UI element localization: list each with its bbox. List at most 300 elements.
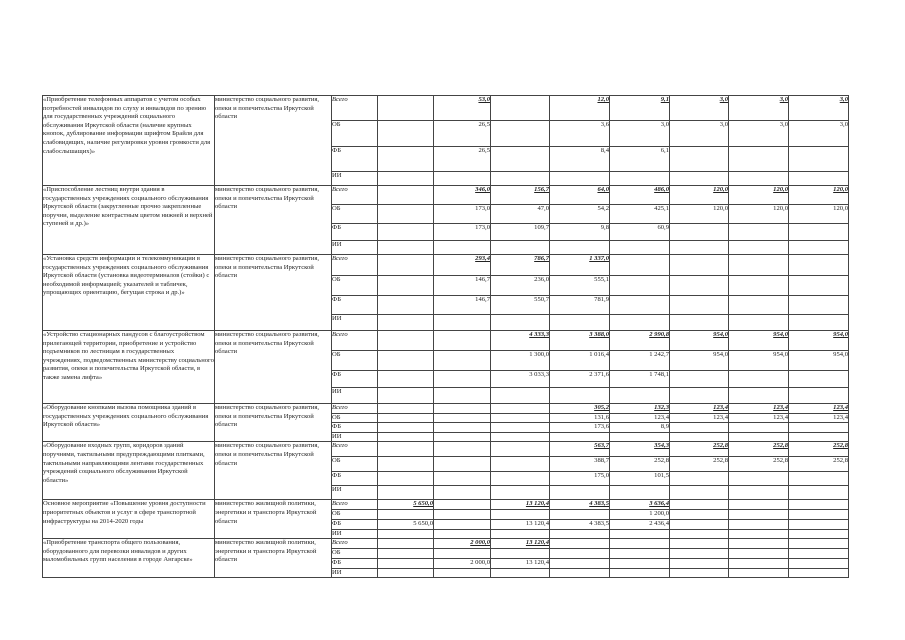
funding-source-cell: Всего (332, 539, 378, 549)
funding-source-cell: ИИ (332, 388, 378, 404)
amount-cell (729, 423, 789, 433)
amount-cell (670, 371, 729, 388)
amount-cell: 252,8 (729, 457, 789, 472)
funding-source-cell: ОБ (332, 276, 378, 296)
amount-cell (729, 519, 789, 529)
amount-cell: 60,9 (610, 224, 670, 241)
executor-cell: министерство социального развития, опеки и попечительства Иркутской области (215, 331, 332, 404)
amount-cell: 13 120,4 (491, 539, 550, 549)
amount-cell (729, 472, 789, 486)
executor-cell: министерство жилищной политики, энергетики и транспорта Иркутской области (215, 539, 332, 578)
amount-cell (378, 147, 434, 172)
table-row (43, 255, 849, 276)
amount-cell (434, 442, 491, 457)
amount-cell: 8,4 (550, 147, 610, 172)
amount-cell: 954,0 (729, 331, 789, 351)
amount-cell: 156,7 (491, 186, 550, 205)
executor-cell: министерство социального развития, опеки и попечительства Иркутской области (215, 255, 332, 331)
amount-cell: 109,7 (491, 224, 550, 241)
amount-cell (670, 559, 729, 569)
amount-cell: 3,0 (789, 121, 849, 147)
event-name-cell: Основное мероприятие «Повышение уровня доступности приоритетных объектов и услуг в сфере транспортной инфраструктуры на 2014-2020 годы (43, 500, 215, 539)
amount-cell: 954,0 (670, 331, 729, 351)
funding-source-cell: ОБ (332, 510, 378, 520)
amount-cell (670, 255, 729, 276)
amount-cell (491, 549, 550, 559)
amount-cell (550, 486, 610, 500)
amount-cell (670, 241, 729, 255)
amount-cell (610, 315, 670, 331)
amount-cell (670, 510, 729, 520)
amount-cell: 13 120,4 (491, 519, 550, 529)
amount-cell: 53,0 (434, 96, 491, 121)
amount-cell (550, 315, 610, 331)
amount-cell (670, 423, 729, 433)
amount-cell: 1 016,4 (550, 351, 610, 371)
amount-cell: 3,0 (670, 96, 729, 121)
amount-cell: 425,1 (610, 205, 670, 224)
amount-cell: 64,0 (550, 186, 610, 205)
funding-source-cell: Всего (332, 96, 378, 121)
amount-cell (670, 147, 729, 172)
amount-cell (670, 432, 729, 442)
amount-cell (378, 241, 434, 255)
amount-cell (378, 457, 434, 472)
amount-cell: 3 636,4 (610, 500, 670, 510)
amount-cell (378, 371, 434, 388)
amount-cell (378, 276, 434, 296)
amount-cell (378, 432, 434, 442)
amount-cell (729, 486, 789, 500)
amount-cell (434, 423, 491, 433)
amount-cell (789, 559, 849, 569)
amount-cell (670, 172, 729, 186)
amount-cell (789, 529, 849, 539)
amount-cell (789, 255, 849, 276)
amount-cell: 13 120,4 (491, 559, 550, 569)
amount-cell: 123,4 (729, 413, 789, 423)
amount-cell (378, 423, 434, 433)
funding-source-cell: ОБ (332, 549, 378, 559)
amount-cell (610, 296, 670, 315)
amount-cell (434, 472, 491, 486)
amount-cell (670, 388, 729, 404)
amount-cell: 252,8 (670, 457, 729, 472)
amount-cell (491, 404, 550, 414)
amount-cell: 2 371,6 (550, 371, 610, 388)
amount-cell (789, 241, 849, 255)
funding-source-cell: Всего (332, 404, 378, 414)
amount-cell (550, 388, 610, 404)
amount-cell (729, 315, 789, 331)
funding-source-cell: ФБ (332, 371, 378, 388)
amount-cell (378, 472, 434, 486)
amount-cell (789, 172, 849, 186)
amount-cell (670, 224, 729, 241)
amount-cell (789, 500, 849, 510)
funding-source-cell: ОБ (332, 457, 378, 472)
table-row (43, 186, 849, 205)
executor-cell: министерство социального развития, опеки и попечительства Иркутской области (215, 404, 332, 442)
amount-cell (729, 549, 789, 559)
funding-source-cell: ИИ (332, 315, 378, 331)
amount-cell (491, 568, 550, 578)
amount-cell (789, 486, 849, 500)
amount-cell (491, 442, 550, 457)
amount-cell (434, 529, 491, 539)
table-row (43, 539, 849, 549)
amount-cell: 252,8 (610, 457, 670, 472)
amount-cell: 3,0 (729, 96, 789, 121)
amount-cell (434, 510, 491, 520)
amount-cell (670, 315, 729, 331)
amount-cell: 4 383,5 (550, 500, 610, 510)
amount-cell (729, 432, 789, 442)
funding-table (42, 95, 849, 578)
funding-source-cell: Всего (332, 331, 378, 351)
amount-cell (729, 255, 789, 276)
amount-cell (729, 296, 789, 315)
amount-cell: 4 333,3 (491, 331, 550, 351)
amount-cell (670, 296, 729, 315)
amount-cell: 346,0 (434, 186, 491, 205)
amount-cell (491, 241, 550, 255)
funding-source-cell: ОБ (332, 351, 378, 371)
funding-source-cell: ФБ (332, 519, 378, 529)
amount-cell (670, 519, 729, 529)
amount-cell (610, 241, 670, 255)
amount-cell (729, 500, 789, 510)
amount-cell: 123,4 (610, 413, 670, 423)
amount-cell (550, 432, 610, 442)
amount-cell: 1 242,7 (610, 351, 670, 371)
amount-cell: 120,0 (729, 186, 789, 205)
amount-cell: 9,8 (550, 224, 610, 241)
amount-cell (378, 510, 434, 520)
amount-cell (378, 442, 434, 457)
event-name-cell: «Оборудование кнопками вызова помощника зданий в государственных учреждениях социального обслуживания Иркутской области» (43, 404, 215, 442)
amount-cell (550, 539, 610, 549)
amount-cell (378, 486, 434, 500)
amount-cell (670, 568, 729, 578)
amount-cell: 101,5 (610, 472, 670, 486)
amount-cell: 252,8 (789, 442, 849, 457)
amount-cell: 120,0 (789, 205, 849, 224)
amount-cell (550, 529, 610, 539)
amount-cell (434, 315, 491, 331)
amount-cell (610, 568, 670, 578)
amount-cell (550, 549, 610, 559)
amount-cell (491, 486, 550, 500)
amount-cell: 3,0 (610, 121, 670, 147)
amount-cell: 123,4 (729, 404, 789, 414)
amount-cell (378, 331, 434, 351)
amount-cell (378, 255, 434, 276)
funding-source-cell: Всего (332, 442, 378, 457)
amount-cell: 781,9 (550, 296, 610, 315)
amount-cell (729, 568, 789, 578)
funding-source-cell: ФБ (332, 147, 378, 172)
amount-cell: 146,7 (434, 276, 491, 296)
amount-cell: 5 650,0 (378, 500, 434, 510)
amount-cell (789, 510, 849, 520)
amount-cell (729, 510, 789, 520)
amount-cell: 3,0 (670, 121, 729, 147)
amount-cell (610, 255, 670, 276)
amount-cell (378, 96, 434, 121)
amount-cell (670, 500, 729, 510)
amount-cell (789, 388, 849, 404)
amount-cell (378, 186, 434, 205)
amount-cell: 486,0 (610, 186, 670, 205)
amount-cell (434, 486, 491, 500)
amount-cell (434, 519, 491, 529)
amount-cell: 954,0 (789, 351, 849, 371)
amount-cell (434, 457, 491, 472)
funding-source-cell: ФБ (332, 224, 378, 241)
amount-cell: 8,9 (610, 423, 670, 433)
amount-cell: 550,7 (491, 296, 550, 315)
amount-cell (378, 224, 434, 241)
executor-cell: министерство жилищной политики, энергетики и транспорта Иркутской области (215, 500, 332, 539)
amount-cell (491, 121, 550, 147)
amount-cell (789, 224, 849, 241)
amount-cell (434, 549, 491, 559)
amount-cell (789, 315, 849, 331)
amount-cell: 3,0 (789, 96, 849, 121)
event-name-cell: «Устройство стационарных пандусов с благоустройством прилегающей территории, приобретение и устройство подъемников по лестницам в государственных учреждениях, подведомственных министерству социального развития, опеки и попечительства Иркутской области, в также замена лифта» (43, 331, 215, 404)
amount-cell: 123,4 (670, 413, 729, 423)
amount-cell (378, 539, 434, 549)
funding-source-cell: Всего (332, 500, 378, 510)
amount-cell (610, 276, 670, 296)
amount-cell: 54,2 (550, 205, 610, 224)
amount-cell: 293,4 (434, 255, 491, 276)
amount-cell: 2 990,8 (610, 331, 670, 351)
amount-cell (729, 172, 789, 186)
amount-cell: 12,0 (550, 96, 610, 121)
funding-source-cell: ИИ (332, 568, 378, 578)
amount-cell: 123,4 (789, 413, 849, 423)
funding-source-cell: ОБ (332, 121, 378, 147)
amount-cell (434, 404, 491, 414)
amount-cell (378, 315, 434, 331)
funding-source-cell: ФБ (332, 559, 378, 569)
amount-cell: 47,0 (491, 205, 550, 224)
event-name-cell: «Установка средств информации и телекоммуникации в государственных учреждениях социального обслуживания Иркутской области (установка видеотерминалов (стойки) с необходимой информацией; указателей и табличек, упрощающих ориентацию, бегущая строка и др.)» (43, 255, 215, 331)
amount-cell (789, 519, 849, 529)
amount-cell (434, 331, 491, 351)
amount-cell (491, 510, 550, 520)
amount-cell (378, 404, 434, 414)
event-name-cell: «Приобретение транспорта общего пользования, оборудованного для перевозки инвалидов и других маломобильных групп населения в городе Ангарске» (43, 539, 215, 578)
funding-source-cell: ОБ (332, 205, 378, 224)
amount-cell (491, 413, 550, 423)
amount-cell (789, 296, 849, 315)
amount-cell: 786,7 (491, 255, 550, 276)
funding-source-cell: Всего (332, 255, 378, 276)
amount-cell (610, 559, 670, 569)
amount-cell: 5 650,0 (378, 519, 434, 529)
amount-cell (378, 413, 434, 423)
amount-cell: 132,3 (610, 404, 670, 414)
amount-cell (789, 472, 849, 486)
amount-cell (491, 147, 550, 172)
amount-cell (789, 423, 849, 433)
amount-cell (610, 549, 670, 559)
table-row (43, 96, 849, 121)
amount-cell (670, 539, 729, 549)
amount-cell: 563,7 (550, 442, 610, 457)
amount-cell (729, 241, 789, 255)
amount-cell (610, 529, 670, 539)
executor-cell: министерство социального развития, опеки и попечительства Иркутской области (215, 186, 332, 255)
amount-cell (434, 413, 491, 423)
amount-cell (378, 296, 434, 315)
funding-source-cell: ИИ (332, 241, 378, 255)
amount-cell (434, 568, 491, 578)
funding-source-cell: ИИ (332, 529, 378, 539)
funding-source-cell: ИИ (332, 432, 378, 442)
amount-cell (550, 172, 610, 186)
amount-cell: 123,4 (789, 404, 849, 414)
amount-cell: 3,6 (550, 121, 610, 147)
funding-source-cell: ИИ (332, 172, 378, 186)
funding-source-cell: ИИ (332, 486, 378, 500)
amount-cell: 13 120,4 (491, 500, 550, 510)
amount-cell: 3,0 (729, 121, 789, 147)
amount-cell (670, 529, 729, 539)
amount-cell (670, 276, 729, 296)
amount-cell (434, 371, 491, 388)
amount-cell: 26,5 (434, 147, 491, 172)
amount-cell: 175,0 (550, 472, 610, 486)
amount-cell: 252,8 (670, 442, 729, 457)
amount-cell: 2 000,0 (434, 559, 491, 569)
amount-cell: 236,0 (491, 276, 550, 296)
amount-cell (610, 388, 670, 404)
amount-cell: 4 383,5 (550, 519, 610, 529)
amount-cell (378, 559, 434, 569)
table-row (43, 442, 849, 457)
amount-cell (610, 539, 670, 549)
amount-cell (550, 568, 610, 578)
amount-cell (491, 315, 550, 331)
amount-cell (670, 549, 729, 559)
amount-cell (434, 241, 491, 255)
amount-cell (670, 472, 729, 486)
amount-cell (491, 96, 550, 121)
amount-cell (434, 351, 491, 371)
event-name-cell: «Приспособление лестниц внутри здания в государственных учреждениях социального обслуживания Иркутской области (закругленные прочно закрепленные поручни, выделение контрастным цветом нижней и верхней ступеней и др.)» (43, 186, 215, 255)
amount-cell: 1 200,0 (610, 510, 670, 520)
amount-cell: 146,7 (434, 296, 491, 315)
amount-cell (491, 423, 550, 433)
amount-cell: 6,1 (610, 147, 670, 172)
amount-cell (550, 510, 610, 520)
amount-cell (378, 351, 434, 371)
amount-cell (550, 559, 610, 569)
amount-cell (491, 388, 550, 404)
amount-cell: 173,6 (550, 423, 610, 433)
executor-cell: министерство социального развития, опеки и попечительства Иркутской области (215, 442, 332, 500)
amount-cell (434, 432, 491, 442)
amount-cell: 9,1 (610, 96, 670, 121)
amount-cell (729, 539, 789, 549)
amount-cell (610, 486, 670, 500)
amount-cell: 173,0 (434, 224, 491, 241)
table-row (43, 331, 849, 351)
event-name-cell: «Оборудование входных групп, коридоров зданий поручнями, тактильными предупреждающими плитками, тактильными направляющими лентами государственных учреждений социального обслуживания Иркутской области» (43, 442, 215, 500)
amount-cell (789, 549, 849, 559)
amount-cell (491, 432, 550, 442)
amount-cell: 1 748,1 (610, 371, 670, 388)
amount-cell (378, 121, 434, 147)
amount-cell (729, 529, 789, 539)
amount-cell (434, 172, 491, 186)
amount-cell (789, 432, 849, 442)
amount-cell (670, 486, 729, 500)
amount-cell (378, 568, 434, 578)
amount-cell (729, 147, 789, 172)
amount-cell (789, 147, 849, 172)
amount-cell (378, 388, 434, 404)
amount-cell: 3 388,0 (550, 331, 610, 351)
amount-cell (491, 529, 550, 539)
amount-cell (434, 500, 491, 510)
amount-cell: 2 436,4 (610, 519, 670, 529)
amount-cell: 954,0 (729, 351, 789, 371)
amount-cell: 1 337,0 (550, 255, 610, 276)
amount-cell: 120,0 (670, 186, 729, 205)
funding-source-cell: ФБ (332, 296, 378, 315)
amount-cell (789, 371, 849, 388)
amount-cell: 954,0 (789, 331, 849, 351)
amount-cell (550, 241, 610, 255)
amount-cell: 3 033,3 (491, 371, 550, 388)
amount-cell: 252,8 (789, 457, 849, 472)
amount-cell: 2 000,0 (434, 539, 491, 549)
amount-cell: 120,0 (789, 186, 849, 205)
table-row (43, 404, 849, 414)
amount-cell: 954,0 (670, 351, 729, 371)
amount-cell (434, 388, 491, 404)
funding-source-cell: ОБ (332, 413, 378, 423)
amount-cell (610, 172, 670, 186)
amount-cell (789, 539, 849, 549)
amount-cell: 555,1 (550, 276, 610, 296)
amount-cell (729, 371, 789, 388)
funding-source-cell: Всего (332, 186, 378, 205)
funding-source-cell: ФБ (332, 472, 378, 486)
amount-cell (378, 205, 434, 224)
amount-cell (789, 276, 849, 296)
amount-cell (491, 457, 550, 472)
amount-cell: 26,5 (434, 121, 491, 147)
amount-cell (491, 172, 550, 186)
executor-cell: министерство социального развития, опеки и попечительства Иркутской области (215, 96, 332, 186)
amount-cell: 173,0 (434, 205, 491, 224)
amount-cell (729, 388, 789, 404)
amount-cell: 120,0 (670, 205, 729, 224)
amount-cell (729, 276, 789, 296)
amount-cell (378, 172, 434, 186)
amount-cell (378, 529, 434, 539)
amount-cell: 252,8 (729, 442, 789, 457)
amount-cell (378, 549, 434, 559)
amount-cell (610, 432, 670, 442)
amount-cell: 354,3 (610, 442, 670, 457)
